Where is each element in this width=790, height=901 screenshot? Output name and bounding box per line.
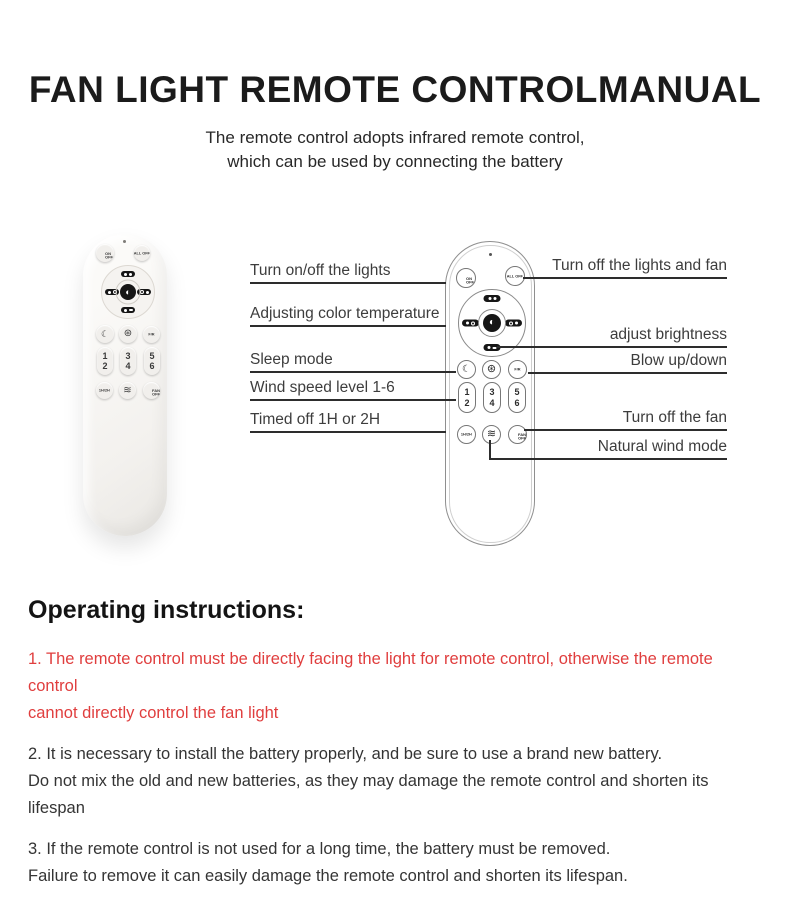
forward-reverse-button: F/R [508,360,527,379]
annotation-wind-speed: Wind speed level 1-6 [250,376,456,401]
color-cycle-button [482,360,501,379]
fan-off-button: FAN OFF [143,382,160,399]
operating-instructions-section [0,594,790,890]
pad-left-colortemp-button [462,320,479,327]
fan-off-button: FAN OFF [508,425,527,444]
moon-icon: ☾ [100,328,110,339]
instruction-2: 2. It is necessary to install the battery properly, and be sure to use a brand new battery. Do not mix the old and new batteries, as they may damage the remote control and shorten its lifespan [28,745,709,817]
color-cycle-button [119,325,137,343]
color-cycle-icon: ⊛ [486,363,497,375]
color-cycle-icon: ⊛ [123,328,133,339]
forward-reverse-button: F/R [143,326,160,343]
instruction-3: 3. If the remote control is not used for a long time, the battery must be removed. Failure to remove it can easily damage the remote control and shorten its lifespan. [28,840,628,885]
annotation-adjust-brightness: adjust brightness [497,323,727,348]
all-off-button: ALL OFF [505,266,525,286]
annotation-turn-on-off-lights: Turn on/off the lights [250,259,446,284]
pad-up-brightness-button [121,271,135,277]
annotation-blow-up-down: Blow up/down [528,349,727,374]
brightness-icon: ◐ [488,317,496,328]
natural-wind-button [119,382,136,399]
page-subtitle [0,126,790,174]
page-title: FAN LIGHT REMOTE CONTROLMANUAL [28,69,762,110]
all-off-button: ALL OFF [134,245,150,261]
annotation-sleep-mode: Sleep mode [250,348,456,373]
natural-wind-icon: ≋ [486,428,497,440]
annotation-natural-wind-mode: Natural wind mode [489,435,727,460]
on-off-button: ON OFF [96,244,114,262]
pad-down-brightness-button [121,307,135,313]
wind-speed-5-6-button: 5 6 [508,382,526,413]
timer-1h-2h-button: 1H/2H [457,425,476,444]
subtitle-line-1: The remote control adopts infrared remote control, [205,128,585,147]
light-brightness-center-button [120,284,136,300]
annotation-turn-off-lights-fan: Turn off the lights and fan [523,254,727,279]
pad-up-brightness-button [484,295,501,302]
sleep-mode-button [457,360,476,379]
brightness-icon: ◐ [125,286,131,297]
ir-led-dot [489,253,492,256]
annotation-turn-off-fan: Turn off the fan [524,406,727,431]
sleep-mode-button [96,325,114,343]
wind-speed-5-6-button: 5 6 [144,347,160,375]
annotation-timed-off: Timed off 1H or 2H [250,408,446,433]
direction-pad [101,265,155,319]
subtitle-line-2: which can be used by connecting the battery [227,152,563,171]
remote-diagram-section [0,226,790,558]
instruction-1: 1. The remote control must be directly facing the light for remote control, otherwise the remote control cannot directly control the fan light [28,650,713,722]
remote-photo [83,234,167,536]
wind-speed-3-4-button: 3 4 [483,382,501,413]
instructions-heading: Operating instructions: [28,596,305,624]
remote-line-diagram [445,241,535,546]
wind-speed-3-4-button: 3 4 [120,347,136,375]
natural-wind-connector-line [489,440,491,460]
ir-led-dot [123,240,126,243]
timer-1h-2h-button: 1H/2H [96,382,113,399]
wind-speed-1-2-button: 1 2 [458,382,476,413]
wind-speed-1-2-button: 1 2 [97,347,113,375]
natural-wind-icon: ≋ [123,384,132,396]
moon-icon: ☾ [462,363,471,375]
on-off-button: ON OFF [456,268,476,288]
annotation-adjust-color-temp: Adjusting color temperature [250,302,446,327]
